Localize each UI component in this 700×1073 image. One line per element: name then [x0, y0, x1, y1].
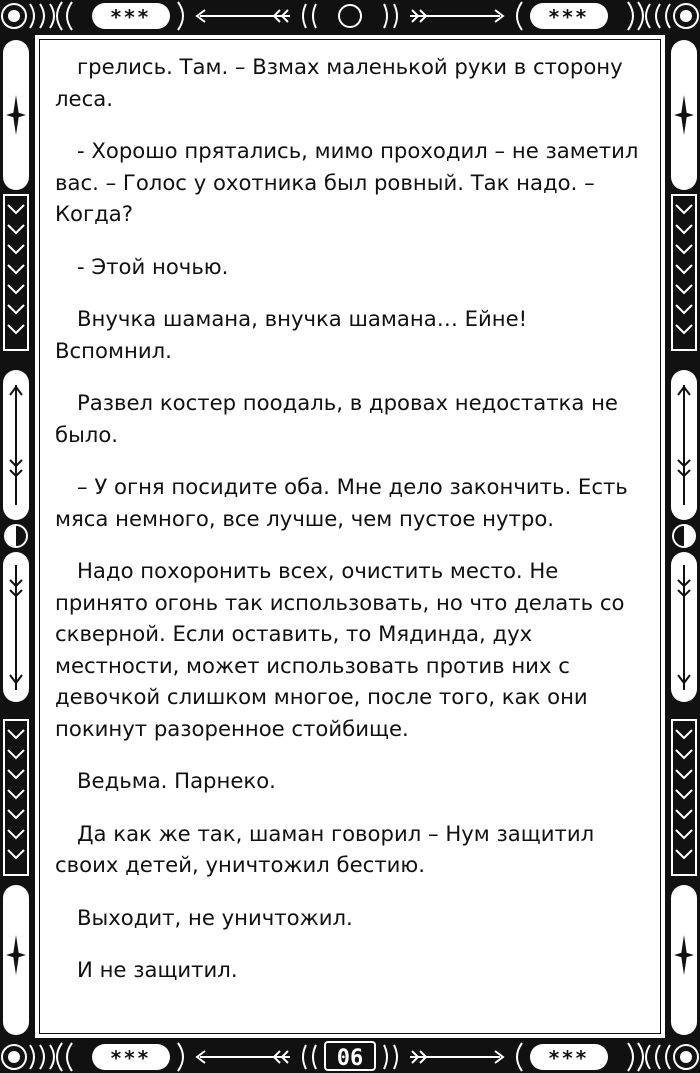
paragraph: - Хорошо прятались, мимо проходил – не заметил вас. – Голос у охотника был ровный. Так надо. – Когда?: [55, 138, 639, 226]
star-ornament-bottom-right: ***: [548, 1046, 590, 1070]
paragraph: грелись. Там. – Взмах маленькой руки в сторону леса.: [55, 54, 623, 111]
paragraph: - Этой ночью.: [77, 253, 229, 279]
paragraph: Ведьма. Парнеко.: [77, 768, 276, 793]
star-ornament-top-left: ***: [110, 5, 152, 29]
paragraph: И не защитил.: [77, 957, 238, 982]
paragraph: Развел костер поодаль, в дровах недостатка не было.: [55, 390, 618, 447]
star-ornament-bottom-left: ***: [110, 1046, 152, 1070]
paragraph: Внучка шамана, внучка шамана… Ейне! Вспомнил.: [55, 306, 528, 363]
page-content: [33, 33, 667, 1040]
paragraph: Да как же так, шаман говорил – Нум защитил своих детей, уничтожил бестию.: [55, 820, 595, 877]
paragraph: – У огня посидите оба. Мне дело закончить. Есть мяса немного, все лучше, чем пустое нутро.: [55, 474, 628, 531]
star-ornament-top-right: ***: [548, 5, 590, 29]
paragraph: Выходит, не уничтожил.: [77, 904, 353, 930]
page-number: 06: [336, 1046, 364, 1071]
paragraph: Надо похоронить всех, очистить место. Не принято огонь так использовать, но что делать со скверной. Если оставить, то Мядинда, дух местности, может использовать против них с девочкой слишком многое, после того, как они покинут разоренное стойбище.: [55, 558, 625, 741]
body-text: [55, 51, 645, 1007]
